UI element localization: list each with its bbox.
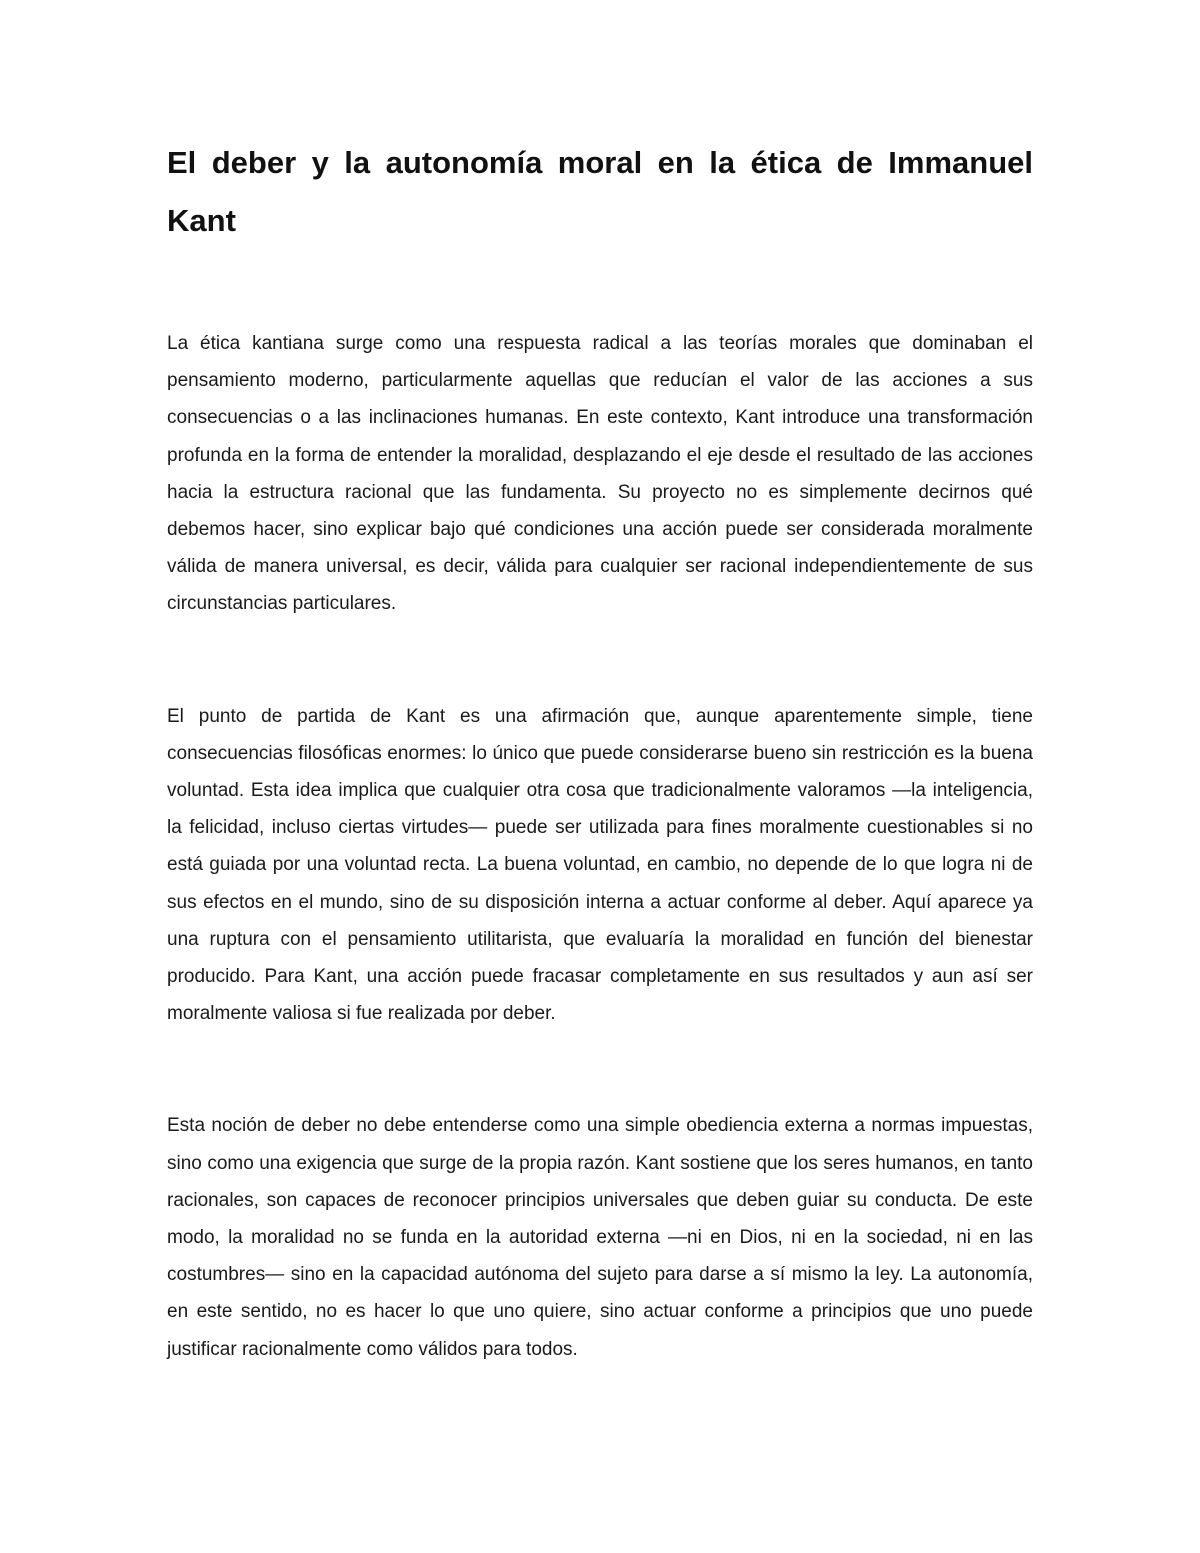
paragraph-intro: La ética kantiana surge como una respuesta radical a las teorías morales que dominaban el pensamiento moderno, particularmente aquellas que reducían el valor de las acciones a sus consecuencias o a las inclinaciones humanas. En este contexto, Kant introduce una transformación profunda en la forma de entender la moralidad, desplazando el eje desde el resultado de las acciones hacia la estructura racional que las fundamenta. Su proyecto no es simplemente decirnos qué debemos hacer, sino explicar bajo qué condiciones una acción puede ser considerada moralmente válida de manera universal, es decir, válida para cualquier ser racional independientemente de sus circunstancias particulares. xyxy=(167,333,1033,615)
document-body xyxy=(167,134,1033,1368)
paragraph-buena-voluntad: El punto de partida de Kant es una afirmación que, aunque aparentemente simple, tiene consecuencias filosóficas enormes: lo único que puede considerarse bueno sin restricción es la buena voluntad. Esta idea implica que cualquier otra cosa que tradicionalmente valoramos —la inteligencia, la felicidad, incluso ciertas virtudes— puede ser utilizada para fines moralmente cuestionables si no está guiada por una voluntad recta. La buena voluntad, en cambio, no depende de lo que logra ni de sus efectos en el mundo, sino de su disposición interna a actuar conforme al deber. Aquí aparece ya una ruptura con el pensamiento utilitarista, que evaluaría la moralidad en función del bienestar producido. Para Kant, una acción puede fracasar completamente en sus resultados y aun así ser moralmente valiosa si fue realizada por deber. xyxy=(167,705,1033,1025)
paragraph-autonomia: Esta noción de deber no debe entenderse como una simple obediencia externa a normas impuestas, sino como una exigencia que surge de la propia razón. Kant sostiene que los seres humanos, en tanto racionales, son capaces de reconocer principios universales que deben guiar su conducta. De este modo, la moralidad no se funda en la autoridad externa —ni en Dios, ni en la sociedad, ni en las costumbres— sino en la capacidad autónoma del sujeto para darse a sí mismo la ley. La autonomía, en este sentido, no es hacer lo que uno quiere, sino actuar conforme a principios que uno puede justificar racionalmente como válidos para todos. xyxy=(167,1115,1033,1360)
document-title: El deber y la autonomía moral en la ética de Immanuel Kant xyxy=(167,145,1033,238)
